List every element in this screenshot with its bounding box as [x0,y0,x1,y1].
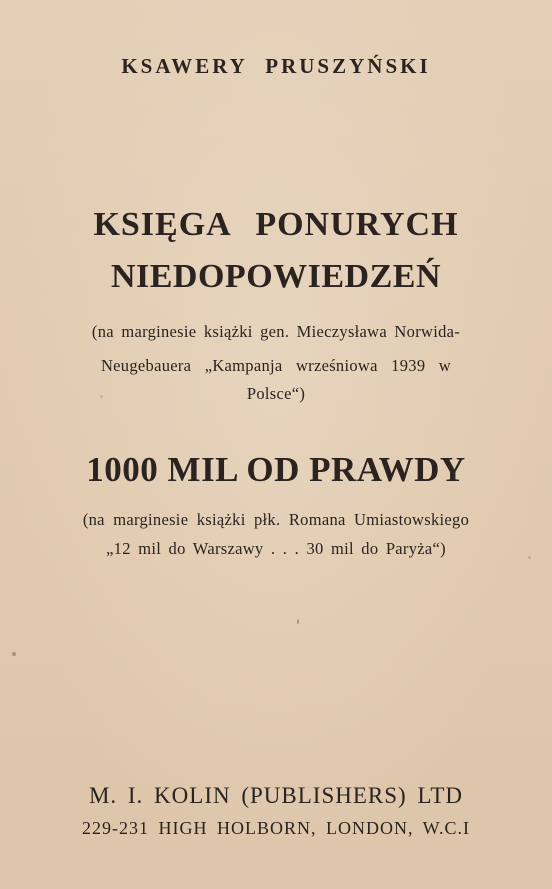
author-name: KSAWERY PRUSZYŃSKI [121,54,431,78]
subtitle-2-line-2: „12 mil do Warszawy . . . 30 mil do Paryża“) [106,539,446,558]
second-title: 1000 MIL OD PRAWDY [86,450,466,489]
paper-speck [297,619,299,624]
paper-speck [528,556,531,559]
paper-speck [100,395,103,398]
subtitle-1-line-1: (na marginesie książki gen. Mieczysława Norwida- [91,322,461,341]
publisher-name: M. I. KOLIN (PUBLISHERS) LTD [88,783,464,808]
book-title-line-2: NIEDOPOWIEDZEŃ [110,258,442,295]
publisher-address: 229-231 HIGH HOLBORN, LONDON, W.C.I [82,818,470,838]
subtitle-1-line-3: Polsce“) [246,384,306,403]
subtitle-1-line-2: Neugebauera „Kampanja wrześniowa 1939 w [100,356,452,375]
book-title-line-1: KSIĘGA PONURYCH [93,206,459,243]
paper-speck [12,652,16,656]
subtitle-2-line-1: (na marginesie książki płk. Romana Umiastowskiego [82,510,470,529]
